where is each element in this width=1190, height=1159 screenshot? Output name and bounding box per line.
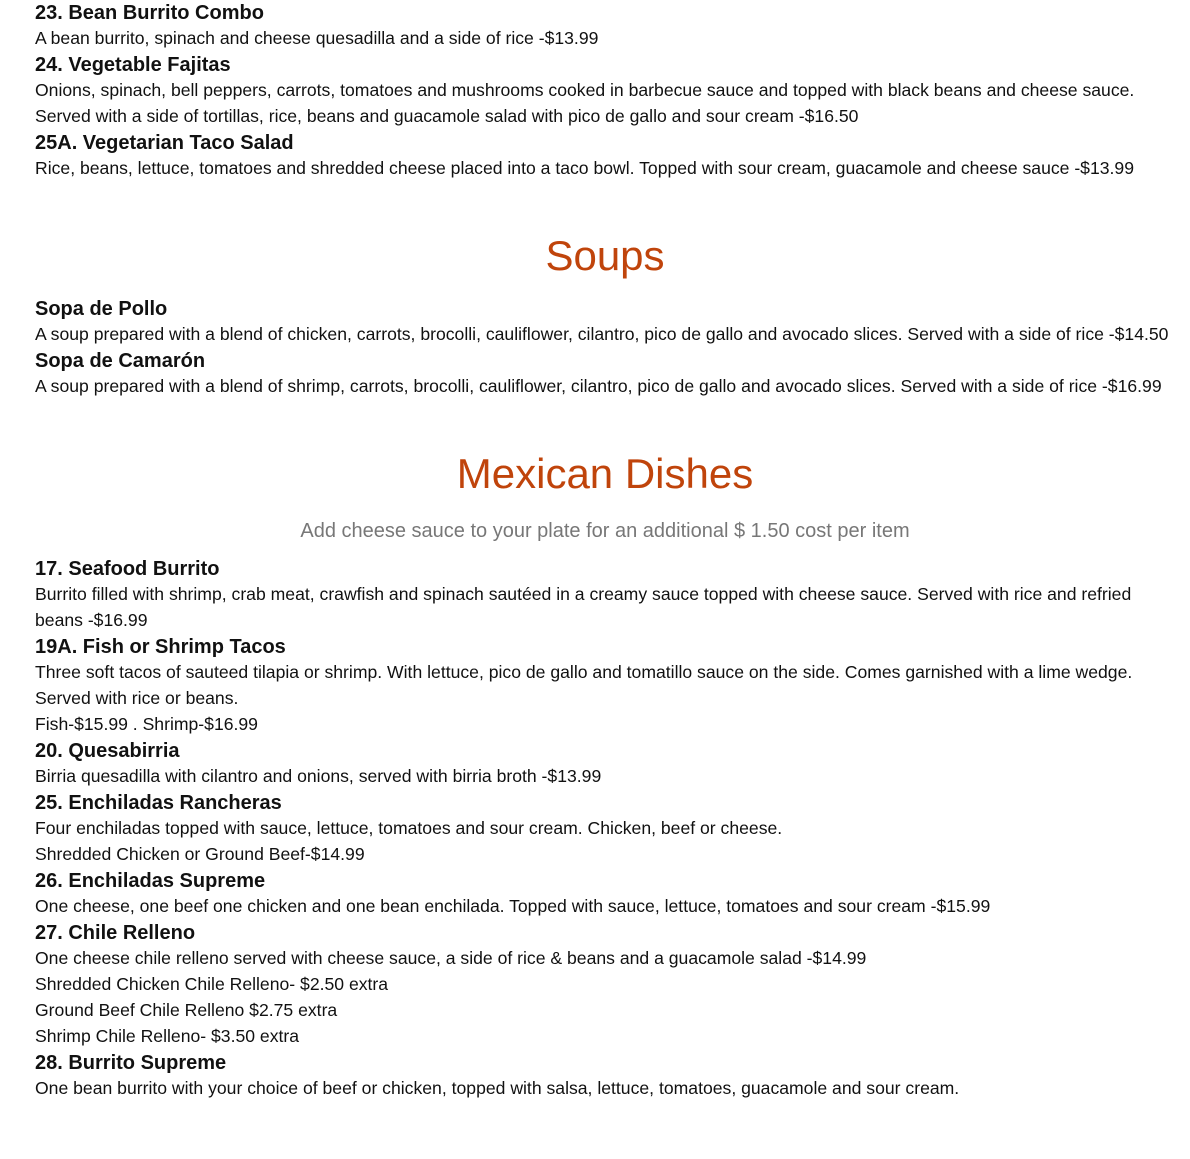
item-extra-line: Shrimp Chile Relleno- $3.50 extra bbox=[35, 1026, 300, 1046]
item-price-line: Shredded Chicken or Ground Beef-$14.99 bbox=[35, 844, 365, 864]
menu-item bbox=[35, 53, 1175, 129]
item-price-line: Fish-$15.99 . Shrimp-$16.99 bbox=[35, 714, 258, 734]
menu-item bbox=[35, 921, 1175, 1049]
section-title: Mexican Dishes bbox=[456, 450, 754, 497]
item-name: Sopa de Camarón bbox=[35, 350, 206, 372]
item-name: 26. Enchiladas Supreme bbox=[35, 870, 266, 892]
item-name: 23. Bean Burrito Combo bbox=[35, 2, 264, 24]
item-name: 20. Quesabirria bbox=[35, 740, 180, 762]
item-description: One cheese chile relleno served with cheese sauce, a side of rice & beans and a guacamole salad -$14.99 bbox=[35, 948, 867, 968]
item-description: A soup prepared with a blend of chicken, carrots, brocolli, cauliflower, cilantro, pico de gallo and avocado slices. Served with a side of rice -$14.50 bbox=[35, 324, 1169, 344]
item-name: 17. Seafood Burrito bbox=[35, 558, 220, 580]
item-description: One cheese, one beef one chicken and one bean enchilada. Topped with sauce, lettuce, tomatoes and sour cream -$15.99 bbox=[35, 896, 991, 916]
item-description: Birria quesadilla with cilantro and onions, served with birria broth -$13.99 bbox=[35, 766, 602, 786]
menu-item bbox=[35, 1, 1175, 51]
item-name: 28. Burrito Supreme bbox=[35, 1052, 227, 1074]
mexican-dishes-section bbox=[35, 449, 1175, 1101]
section-note: Add cheese sauce to your plate for an additional $ 1.50 cost per item bbox=[300, 520, 910, 542]
item-name: 27. Chile Relleno bbox=[35, 922, 196, 944]
item-name: Sopa de Pollo bbox=[35, 298, 168, 320]
menu-item bbox=[35, 131, 1175, 181]
soups-section bbox=[35, 231, 1175, 399]
item-extra-line: Shredded Chicken Chile Relleno- $2.50 extra bbox=[35, 974, 389, 994]
item-description: Burrito filled with shrimp, crab meat, crawfish and spinach sautéed in a creamy sauce topped with cheese sauce. Served with rice and refried beans -$16.99 bbox=[35, 584, 1132, 630]
item-description: A bean burrito, spinach and cheese quesadilla and a side of rice -$13.99 bbox=[35, 28, 599, 48]
item-extra-line: Ground Beef Chile Relleno $2.75 extra bbox=[35, 1000, 338, 1020]
item-description: Three soft tacos of sauteed tilapia or shrimp. With lettuce, pico de gallo and tomatillo sauce on the side. Comes garnished with a lime wedge. Served with rice or beans. bbox=[35, 662, 1133, 708]
menu-item bbox=[35, 869, 1175, 919]
item-description: Onions, spinach, bell peppers, carrots, tomatoes and mushrooms cooked in barbecue sauce and topped with black beans and cheese sauce. Served with a side of tortillas, rice, beans and guacamole salad with pico de gallo and sour cream -$16.50 bbox=[35, 80, 1135, 126]
menu-page bbox=[35, 1, 1175, 1101]
menu-item bbox=[35, 297, 1175, 347]
top-items-group bbox=[35, 1, 1175, 181]
item-description: A soup prepared with a blend of shrimp, carrots, brocolli, cauliflower, cilantro, pico de gallo and avocado slices. Served with a side of rice -$16.99 bbox=[35, 376, 1162, 396]
section-title: Soups bbox=[545, 232, 665, 279]
item-name: 24. Vegetable Fajitas bbox=[35, 54, 231, 76]
item-description: Four enchiladas topped with sauce, lettuce, tomatoes and sour cream. Chicken, beef or cheese. bbox=[35, 818, 783, 838]
item-name: 19A. Fish or Shrimp Tacos bbox=[35, 636, 286, 658]
item-name: 25A. Vegetarian Taco Salad bbox=[35, 132, 294, 154]
menu-item bbox=[35, 557, 1175, 633]
item-name: 25. Enchiladas Rancheras bbox=[35, 792, 282, 814]
menu-item bbox=[35, 349, 1175, 399]
menu-item bbox=[35, 739, 1175, 789]
item-description: One bean burrito with your choice of beef or chicken, topped with salsa, lettuce, tomatoes, guacamole and sour cream. bbox=[35, 1078, 960, 1098]
menu-item bbox=[35, 791, 1175, 867]
menu-item bbox=[35, 635, 1175, 737]
item-description: Rice, beans, lettuce, tomatoes and shredded cheese placed into a taco bowl. Topped with sour cream, guacamole and cheese sauce -$13.99 bbox=[35, 158, 1134, 178]
menu-item bbox=[35, 1051, 1175, 1101]
